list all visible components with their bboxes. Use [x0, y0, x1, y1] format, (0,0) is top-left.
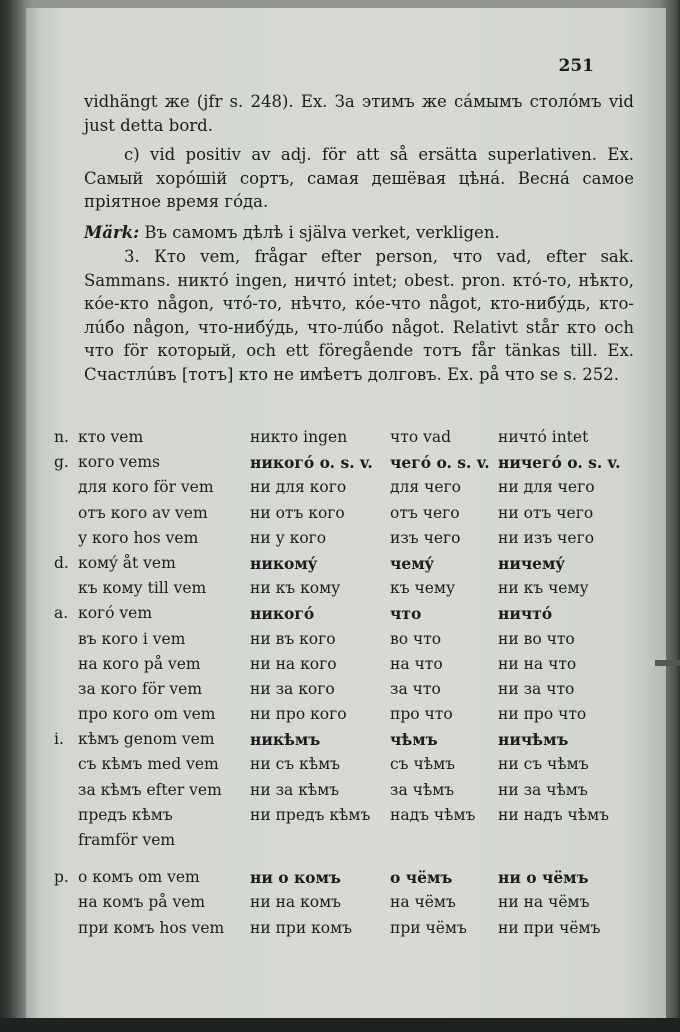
table-row: [54, 868, 628, 893]
table-cell-c2: ни за кѣмъ: [250, 780, 340, 799]
table-row: [54, 529, 628, 554]
table-cell-c4: ни къ чему: [498, 579, 589, 598]
table-cell-case: g.: [54, 453, 69, 472]
table-cell-c4: ни изъ чего: [498, 528, 595, 547]
table-cell-c1: о комъ om vem: [78, 868, 200, 887]
table-cell-c1: на комъ på vem: [78, 893, 206, 912]
table-row: [54, 579, 628, 604]
table-cell-c2: ни при комъ: [250, 918, 353, 937]
table-cell-case: [54, 781, 78, 806]
page-edge-mark: [655, 660, 680, 666]
table-cell-case: i.: [54, 730, 64, 749]
table-cell-c3: во что: [390, 629, 442, 648]
table-cell-c3: про что: [390, 705, 453, 724]
table-cell-c2: ни за кого: [250, 679, 335, 698]
table-cell-case: [54, 893, 78, 918]
page-bottom-edge: [0, 1018, 680, 1032]
table-cell-c2: ни къ кому: [250, 579, 341, 598]
table-row: [54, 453, 628, 478]
table-cell-c4: ни на что: [498, 654, 577, 673]
table-cell-c3: за чѣмъ: [390, 780, 455, 799]
table-cell-c1: въ кого i vem: [78, 629, 186, 648]
table-cell-c2: ни на кого: [250, 654, 337, 673]
table-cell-case: [54, 478, 78, 503]
paragraph-note: [84, 221, 634, 245]
table-cell-c2: ни на комъ: [250, 893, 342, 912]
table-cell-c1: за кѣмъ efter vem: [78, 780, 222, 799]
table-cell-c4: ни за чѣмъ: [498, 780, 588, 799]
paragraph-1: vidhängt же (jfr s. 248). Ex. За этимъ же сáмымъ столóмъ vid just detta bord.: [84, 92, 634, 135]
table-cell-c4: ни надъ чѣмъ: [498, 805, 610, 824]
table-cell-c2: ни о комъ: [250, 868, 341, 888]
table-cell-c2: ни отъ кого: [250, 503, 345, 522]
table-row: [54, 730, 628, 755]
table-cell-c3: изъ чего: [390, 528, 461, 547]
declension-table-body: [54, 428, 628, 944]
table-row: [54, 680, 628, 705]
table-cell-c4: ни при чёмъ: [498, 918, 601, 937]
table-cell-c3: для чего: [390, 478, 461, 497]
table-cell-case: [54, 504, 78, 529]
table-cell-c3: [390, 831, 498, 856]
table-row: [54, 781, 628, 806]
table-cell-c3: къ чему: [390, 579, 456, 598]
table-row: [54, 755, 628, 780]
note-text: Въ самомъ дѣлѣ i själva verket, verkligen.: [139, 223, 500, 242]
table-cell-c1: на кого på vem: [78, 654, 201, 673]
table-row: [54, 806, 628, 831]
table-cell-c4: ничемý: [498, 553, 565, 573]
table-cell-c3: чемý: [390, 553, 434, 573]
table-cell-c3: на чёмъ: [390, 893, 456, 912]
table-row: [54, 504, 628, 529]
table-cell-c2: ни для кого: [250, 478, 347, 497]
table-cell-c1: съ кѣмъ med vem: [78, 755, 219, 774]
table-cell-case: [54, 655, 78, 680]
table-cell-c2: никомý: [250, 553, 317, 573]
table-cell-c2: ни предъ кѣмъ: [250, 805, 371, 824]
table-row: [54, 428, 628, 453]
table-cell-c4: ни о чёмъ: [498, 868, 589, 888]
table-cell-case: a.: [54, 604, 69, 623]
table-cell-c2: [250, 831, 390, 856]
note-label: Märk:: [84, 223, 140, 242]
table-cell-c1: предъ кѣмъ: [78, 805, 173, 824]
table-cell-c3: при чёмъ: [390, 918, 467, 937]
table-cell-c3: о чёмъ: [390, 868, 453, 888]
table-cell-c1: отъ кого av vem: [78, 503, 208, 522]
table-cell-c2: ни у кого: [250, 528, 327, 547]
table-cell-c4: ни для чего: [498, 478, 595, 497]
table-cell-c3: что: [390, 604, 422, 624]
table-cell-case: [54, 680, 78, 705]
table-cell-c3: съ чѣмъ: [390, 755, 455, 774]
table-spacer: [54, 856, 628, 868]
table-row: [54, 831, 628, 856]
table-cell-c4: ничѣмъ: [498, 730, 569, 750]
table-cell-c1: кого vems: [78, 453, 160, 472]
table-cell-c3: что vad: [390, 428, 452, 446]
paragraph-3: 3. Кто vem, frågar efter person, что vad, efter sak. Sammans. никтó ingen, ничтó intet; obest. pron. ктó-то, нѣкто, кóе-кто någon, чтó-то, нѣчто, кóе-что något, кто-нибýдь, кто-лúбо någon, что-нибýдь, что-лúбо något. Relativt står кто och что för который, och ett föregående тотъ får tänkas till. Ex. Счастлúвъ [тотъ] кто не имѣетъ долговъ. Ex. på что se s. 252.: [84, 247, 634, 384]
table-row: [54, 893, 628, 918]
table-cell-case: [54, 806, 78, 831]
table-row: [54, 630, 628, 655]
table-cell-c1: къ кому till vem: [78, 579, 207, 598]
table-cell-case: [54, 755, 78, 780]
book-page: [26, 8, 666, 1020]
table-cell-case: [54, 579, 78, 604]
table-cell-case: p.: [54, 868, 69, 887]
table-cell-c1: у кого hos vem: [78, 528, 199, 547]
table-cell-c2: ни съ кѣмъ: [250, 755, 341, 774]
table-cell-c4: ни во что: [498, 629, 575, 648]
page-number: 251: [558, 56, 594, 76]
table-cell-case: n.: [54, 428, 69, 446]
table-cell-case: [54, 831, 78, 856]
table-cell-c3: на что: [390, 654, 443, 673]
table-cell-case: [54, 705, 78, 730]
table-cell-c2: ни въ кого: [250, 629, 336, 648]
table-row: [54, 554, 628, 579]
declension-table: [54, 428, 628, 944]
table-row: [54, 604, 628, 629]
table-cell-case: [54, 919, 78, 944]
table-cell-c1: комý åt vem: [78, 553, 176, 572]
table-cell-c2: никогó: [250, 604, 315, 624]
table-row: [54, 655, 628, 680]
table-cell-c3: чегó o. s. v.: [390, 453, 490, 473]
table-cell-c4: ничтó: [498, 604, 553, 624]
paragraph-2: c) vid positiv av adj. för att så ersätta superlativen. Ex. Самый хорóшій сортъ, самая дешёвая цѣнá. Веснá самое пріятное время гóда.: [84, 145, 634, 211]
table-cell-c2: никогó o. s. v.: [250, 453, 373, 473]
table-cell-c4: ни отъ чего: [498, 503, 594, 522]
table-cell-c1: для кого för vem: [78, 478, 214, 497]
table-cell-c3: надъ чѣмъ: [390, 805, 476, 824]
table-cell-c1: framför vem: [78, 831, 176, 849]
table-cell-case: [54, 630, 78, 655]
table-cell-c1: при комъ hos vem: [78, 918, 225, 937]
table-row: [54, 705, 628, 730]
table-cell-c2: никто ingen: [250, 428, 348, 446]
table-cell-c1: кѣмъ genom vem: [78, 730, 215, 749]
table-cell-c4: ни на чёмъ: [498, 893, 590, 912]
table-cell-c4: [498, 831, 628, 856]
table-cell-case: [54, 529, 78, 554]
table-cell-c2: никѣмъ: [250, 730, 321, 750]
table-cell-case: d.: [54, 553, 69, 572]
table-cell-c1: про кого om vem: [78, 705, 216, 724]
table-cell-c4: ни про что: [498, 705, 587, 724]
table-cell-c3: чѣмъ: [390, 730, 438, 750]
table-cell-c4: ничтó intet: [498, 428, 589, 446]
table-row: [54, 919, 628, 944]
table-cell-c2: ни про кого: [250, 705, 347, 724]
table-cell-c4: ничегó o. s. v.: [498, 453, 621, 473]
table-cell-c1: за кого för vem: [78, 679, 203, 698]
table-row: [54, 478, 628, 503]
table-cell-c4: ни за что: [498, 679, 575, 698]
table-cell-c4: ни съ чѣмъ: [498, 755, 589, 774]
table-cell-c1: когó vem: [78, 604, 153, 623]
table-cell-c1: кто vem: [78, 428, 144, 446]
table-cell-c3: отъ чего: [390, 503, 460, 522]
table-cell-c3: за что: [390, 679, 441, 698]
